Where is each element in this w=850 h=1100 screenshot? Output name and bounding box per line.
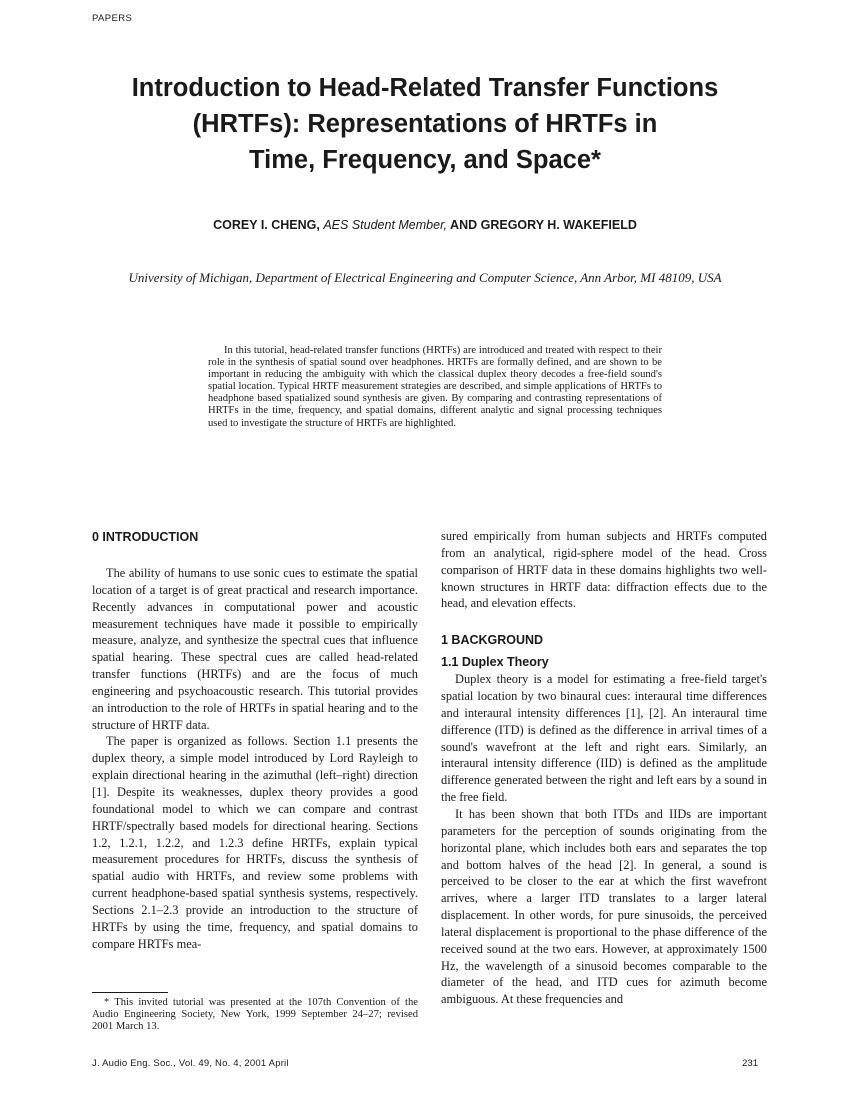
title-line-3: Time, Frequency, and Space* <box>249 146 601 174</box>
title-line-2: (HRTFs): Representations of HRTFs in <box>192 110 658 138</box>
duplex-paragraph-1: Duplex theory is a model for estimating a free-field target's spatial location by two binaural cues: interaural time differences and interaural intensity differences [1], [2]. An interaural time difference (ITD) is defined as the difference in arrival times of a sound's wavefront at the left and right ears. Similarly, an interaural intensity difference (IID) is defined as the amplitude difference generated between the right and left ears by a sound in the free field. <box>441 672 767 805</box>
footer-page-number: 231 <box>742 1058 758 1069</box>
footnote <box>92 997 418 1033</box>
right-column <box>441 528 767 1008</box>
left-column <box>92 528 418 952</box>
title-line-1: Introduction to Head-Related Transfer Functions <box>131 74 719 102</box>
intro-paragraph-2: The paper is organized as follows. Section 1.1 presents the duplex theory, a simple model introduced by Lord Rayleigh to explain directional hearing in the azimuthal (left–right) direction [1]. Despite its weaknesses, duplex theory provides a good foundational model to which we can compare and contrast HRTF/spectrally based models for directional hearing. Sections 1.2, 1.2.1, 1.2.2, and 1.2.3 define HRTFs, explain typical measurement procedures for HRTFs, discuss the synthesis of spatial audio with HRTFs, and review some problems with current headphone-based spatial synthesis systems, respectively. Sections 2.1–2.3 provide an introduction to the structure of HRTFs by using the time, frequency, and spatial domains to compare HRTFs mea- <box>92 734 418 951</box>
section-heading-introduction: 0 INTRODUCTION <box>92 530 199 544</box>
running-head-section-label: PAPERS <box>92 13 133 24</box>
author-membership: AES Student Member, <box>323 218 448 232</box>
footnote-text: * This invited tutorial was presented at the 107th Convention of the Audio Engineering Society, New York, 1999 September 24–27; revised 2001 March 13. <box>92 997 418 1032</box>
duplex-paragraph-2: It has been shown that both ITDs and IIDs are important parameters for the perception of sounds originating from the horizontal plane, which includes both ears and separates the top and bottom halves of the head [2]. In general, a sound is perceived to be closer to the ear at which the first wavefront arrives, where a larger ITD translates to a larger lateral displacement. In other words, for pure sinusoids, the perceived lateral displacement is proportional to the phase difference of the received sound at the two ears. However, at approximately 1500 Hz, the wavelength of a sinusoid becomes comparable to the diameter of the head, and ITD cues for azimuth become ambiguous. At these frequencies and <box>441 806 767 1007</box>
abstract <box>208 345 662 430</box>
author-wakefield: AND GREGORY H. WAKEFIELD <box>450 218 637 232</box>
author-line <box>92 218 758 232</box>
author-affiliation: University of Michigan, Department of Electrical Engineering and Computer Science, Ann Arbor, MI 48109, USA <box>128 270 722 285</box>
intro-paragraph-2-continued: sured empirically from human subjects and HRTFs computed from an analytical, rigid-sphere model of the head. Cross comparison of HRTF data in these domains highlights two well-known structures in HRTF data: diffraction effects due to the head, and elevation effects. <box>441 529 767 611</box>
section-heading-background: 1 BACKGROUND <box>441 633 544 648</box>
subsection-heading-duplex-theory: 1.1 Duplex Theory <box>441 655 549 670</box>
author-cheng: COREY I. CHENG, <box>213 218 320 232</box>
intro-paragraph-1: The ability of humans to use sonic cues to estimate the spatial location of a target is of great practical and research importance. Recently advances in computational power and acoustic measurement techniques have made it possible to empirically measure, analyze, and synthesize the spectral cues that influence spatial hearing. These spectral cues are called head-related transfer functions (HRTFs) and are the focus of much engineering and psychoacoustic research. This tutorial provides an introduction to the role of HRTFs in spatial hearing and to the structure of HRTF data. <box>92 566 418 732</box>
paper-title <box>92 70 758 178</box>
footer-journal-reference: J. Audio Eng. Soc., Vol. 49, No. 4, 2001 April <box>92 1058 289 1069</box>
footnote-divider <box>92 992 168 993</box>
abstract-text: In this tutorial, head-related transfer functions (HRTFs) are introduced and treated with respect to their role in the synthesis of spatial sound over headphones. HRTFs are formally defined, and are shown to be important in reducing the ambiguity with which the classical duplex theory decodes a free-field sound's spatial location. Typical HRTF measurement strategies are described, and simple applications of HRTFs to headphone based spatialized sound synthesis are given. By comparing and contrasting representations of HRTFs in the time, frequency, and spatial domains, different analytic and signal processing techniques used to investigate the structure of HRTFs are highlighted. <box>208 345 662 429</box>
